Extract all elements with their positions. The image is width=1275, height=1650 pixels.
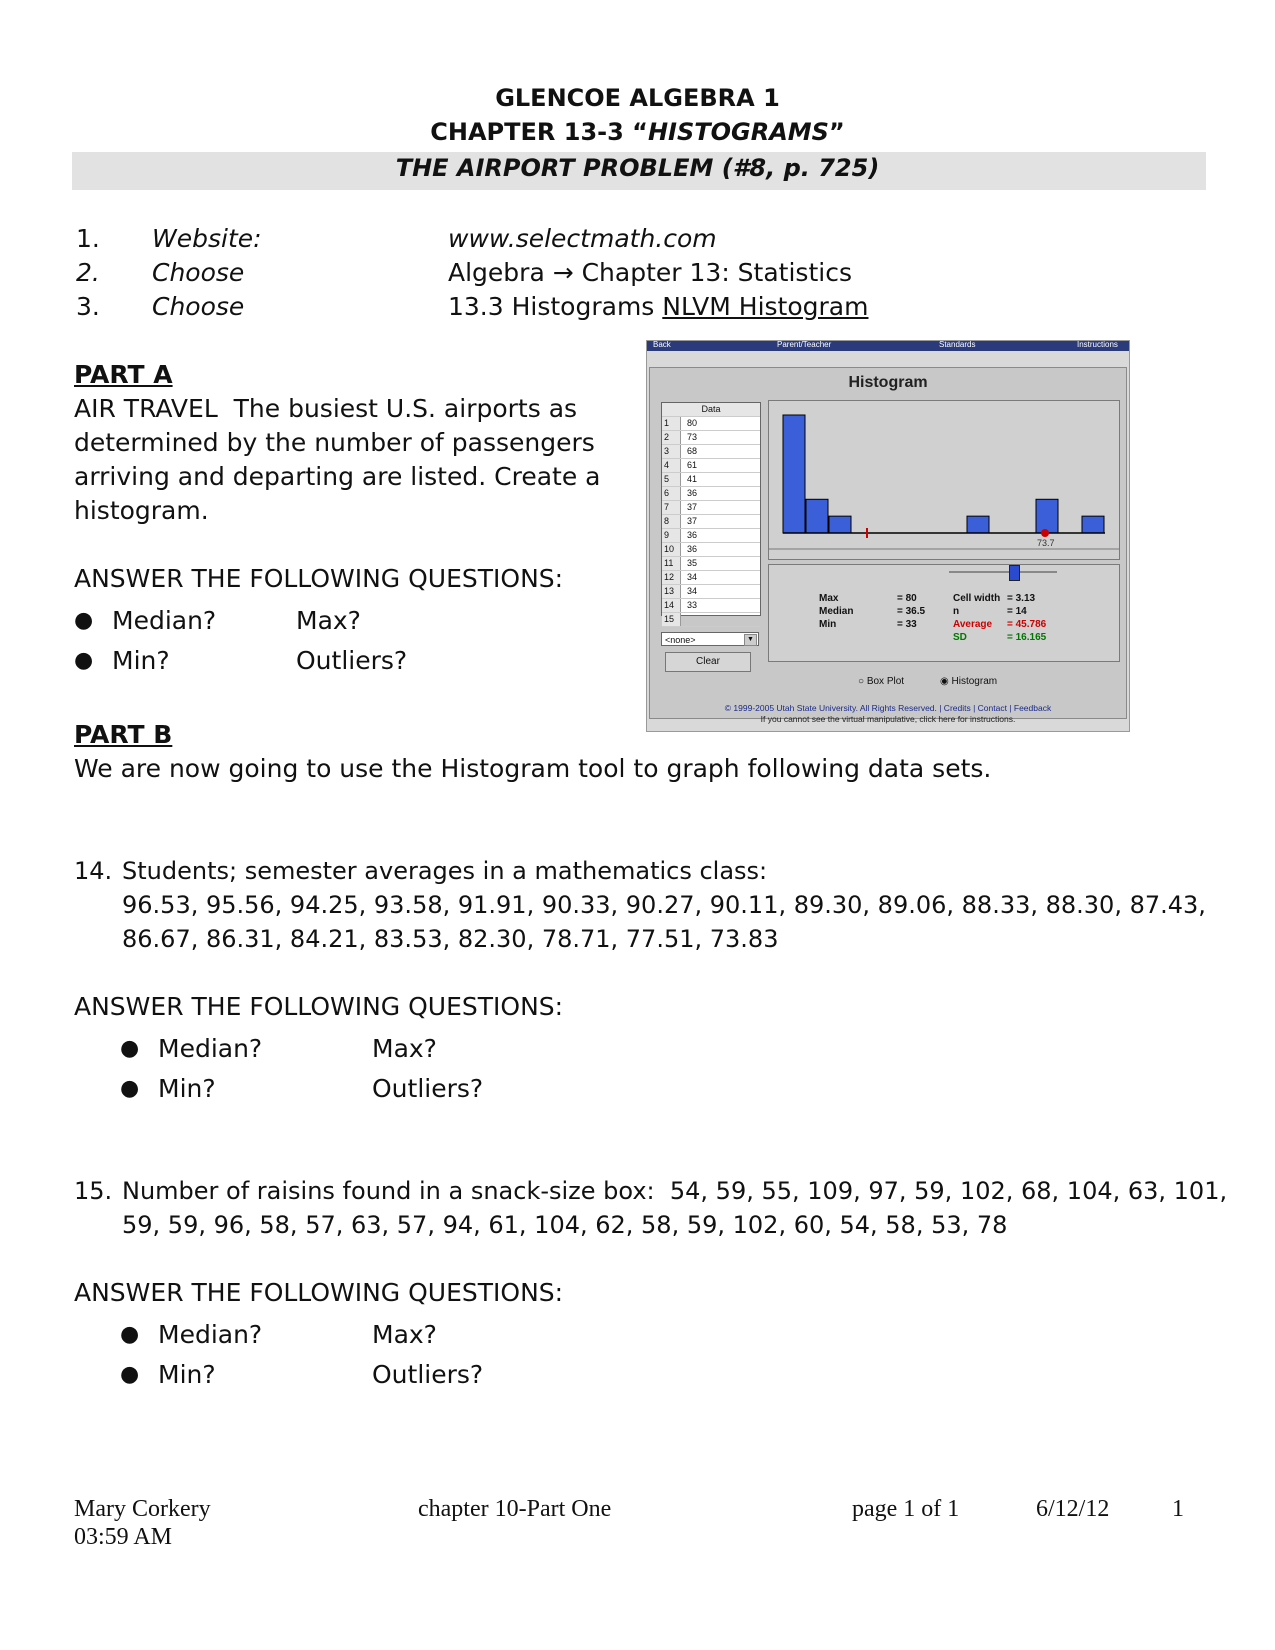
data-row-value[interactable]: 68 [687, 446, 698, 456]
stat-max-label: Max [819, 593, 839, 604]
step-3-num: 3. [76, 292, 100, 321]
radio-boxplot-label: Box Plot [866, 676, 905, 687]
data-row[interactable] [662, 585, 760, 599]
doc-title: GLENCOE ALGEBRA 1 [495, 84, 780, 112]
data-row[interactable] [662, 515, 760, 529]
data-row[interactable] [662, 459, 760, 473]
dropdown-value: <none> [665, 635, 696, 645]
footer-number: 1 [1172, 1496, 1184, 1522]
stat-median-value: = 36.5 [897, 606, 926, 617]
q14-line-2: 96.53, 95.56, 94.25, 93.58, 91.91, 90.33, 90.27, 90.11, 89.30, 89.06, 88.33, 88.30, 87.43, [122, 891, 1206, 919]
step-1-label: Website: [152, 224, 262, 253]
radio-histogram[interactable]: ◉ Histogram [940, 676, 998, 687]
data-header: Data [662, 403, 760, 417]
step-3-value-text: 13.3 Histograms [448, 292, 663, 321]
step-1-num: 1. [76, 224, 100, 253]
clear-button[interactable]: Clear [665, 652, 751, 672]
data-row-index: 13 [662, 585, 681, 598]
chapter-suffix: ” [828, 118, 845, 146]
data-row-index: 15 [662, 613, 681, 626]
footer-page: page 1 of 1 [852, 1496, 960, 1522]
q14-max: Max? [372, 1034, 437, 1063]
data-row[interactable] [662, 417, 760, 431]
bullet: ● [120, 1076, 140, 1101]
marker-label: 73.7 [1037, 538, 1055, 548]
q-median: Median? [112, 606, 217, 635]
q15-min: Min? [158, 1360, 216, 1389]
value-marker[interactable] [1041, 529, 1049, 537]
part-a-questions-heading: ANSWER THE FOLLOWING QUESTIONS: [74, 564, 564, 593]
data-row-index: 8 [662, 515, 681, 528]
q14-line-1: Students; semester averages in a mathematics class: [122, 857, 768, 885]
q15-questions-heading: ANSWER THE FOLLOWING QUESTIONS: [74, 1278, 564, 1307]
q14-num: 14. [74, 857, 113, 885]
stat-average-value: = 45.786 [1007, 619, 1047, 630]
stat-cellwidth-value: = 3.13 [1007, 593, 1036, 604]
nlvm-histogram-link[interactable]: NLVM Histogram [662, 292, 869, 321]
chapter-prefix: CHAPTER 13-3 “ [430, 118, 648, 146]
part-a-line-2: determined by the number of passengers [74, 428, 595, 457]
stat-min-value: = 33 [897, 619, 917, 630]
data-row-index: 6 [662, 487, 681, 500]
bullet: ● [120, 1322, 140, 1347]
bullet: ● [74, 648, 94, 673]
chapter-title [0, 118, 1275, 146]
step-3-value [448, 290, 868, 324]
data-rows [662, 417, 760, 627]
part-a-line-1: AIR TRAVEL The busiest U.S. airports as [74, 394, 578, 423]
q15-median: Median? [158, 1320, 263, 1349]
histogram-applet [646, 340, 1130, 732]
stat-sd-label: SD [953, 632, 967, 643]
data-row[interactable] [662, 557, 760, 571]
data-row-index: 5 [662, 473, 681, 486]
q15-line-2: 59, 59, 96, 58, 57, 63, 57, 94, 61, 104, 62, 58, 59, 102, 60, 54, 58, 53, 78 [122, 1211, 1008, 1239]
applet-panel [649, 367, 1127, 719]
nav-instructions[interactable]: Instructions [1077, 340, 1118, 349]
data-row[interactable] [662, 473, 760, 487]
q-max: Max? [296, 606, 361, 635]
q-min: Min? [112, 646, 170, 675]
q-outliers: Outliers? [296, 646, 408, 675]
histogram-bar [1036, 499, 1058, 533]
dataset-dropdown[interactable] [661, 632, 759, 646]
data-row-value[interactable]: 36 [687, 488, 698, 498]
data-row-value[interactable]: 33 [687, 600, 698, 610]
nav-parent-teacher[interactable]: Parent/Teacher [777, 340, 832, 349]
data-table[interactable] [661, 402, 761, 624]
footer-time: 03:59 AM [74, 1524, 173, 1550]
histogram-bar [829, 516, 851, 533]
data-row-index: 1 [662, 417, 681, 430]
data-row-value[interactable]: 41 [687, 474, 698, 484]
stat-median-label: Median [819, 606, 854, 617]
stat-n-label: n [953, 606, 960, 617]
data-row[interactable] [662, 445, 760, 459]
part-b-text: We are now going to use the Histogram tool to graph following data sets. [74, 754, 992, 783]
stat-min-label: Min [819, 619, 837, 630]
q15-num: 15. [74, 1177, 113, 1205]
applet-note: If you cannot see the virtual manipulative, click here for instructions. [760, 714, 1016, 724]
radio-boxplot[interactable]: ○ Box Plot [858, 676, 905, 687]
nav-standards[interactable]: Standards [939, 340, 976, 349]
step-2-label: Choose [152, 258, 245, 287]
applet-title: Histogram [848, 374, 928, 391]
data-row-value[interactable]: 34 [687, 572, 698, 582]
bullet: ● [74, 608, 94, 633]
data-row-value[interactable] [681, 613, 687, 626]
data-row-index: 14 [662, 599, 681, 612]
data-row-value[interactable]: 73 [687, 432, 698, 442]
footer-doc: chapter 10-Part One [418, 1496, 612, 1522]
data-row-index: 3 [662, 445, 681, 458]
chevron-down-icon: ▼ [744, 634, 757, 646]
data-row[interactable] [662, 529, 760, 543]
step-1-value: www.selectmath.com [448, 224, 717, 253]
data-row[interactable] [662, 613, 760, 627]
step-3-label: Choose [152, 292, 245, 321]
q14-questions-heading: ANSWER THE FOLLOWING QUESTIONS: [74, 992, 564, 1021]
stat-average-label: Average [953, 619, 993, 630]
histogram-plot [768, 400, 1120, 560]
q14-min: Min? [158, 1074, 216, 1103]
histogram-bar [783, 415, 805, 533]
footer-date: 6/12/12 [1036, 1496, 1110, 1522]
step-2-value: Algebra → Chapter 13: Statistics [448, 258, 852, 287]
chapter-italic: HISTOGRAMS [647, 118, 829, 146]
q15-max: Max? [372, 1320, 437, 1349]
histogram-bar [806, 499, 828, 533]
applet-copyright: © 1999-2005 Utah State University. All Rights Reserved. | Credits | Contact | Feedback [724, 703, 1052, 713]
data-row[interactable] [662, 487, 760, 501]
data-row-value[interactable]: 35 [687, 558, 698, 568]
q14-line-3: 86.67, 86.31, 84.21, 83.53, 82.30, 78.71, 77.51, 73.83 [122, 925, 779, 953]
part-b-heading: PART B [74, 720, 173, 749]
data-row-value[interactable]: 34 [687, 586, 698, 596]
data-row-index: 2 [662, 431, 681, 444]
histogram-bar [967, 516, 989, 533]
part-a-line-4: histogram. [74, 496, 209, 525]
data-row-index: 7 [662, 501, 681, 514]
data-row[interactable] [662, 431, 760, 445]
histogram-bar [1082, 516, 1104, 533]
data-row[interactable] [662, 571, 760, 585]
footer-author: Mary Corkery [74, 1496, 211, 1522]
stats-panel [768, 564, 1120, 662]
q15-line-1: Number of raisins found in a snack-size box: 54, 59, 55, 109, 97, 59, 102, 68, 104, 63, 101, [122, 1177, 1228, 1205]
cell-width-slider-handle[interactable] [1009, 565, 1020, 581]
applet-nav [647, 341, 1129, 351]
data-row-value[interactable]: 36 [687, 530, 698, 540]
data-row-index: 4 [662, 459, 681, 472]
q14-median: Median? [158, 1034, 263, 1063]
stat-sd-value: = 16.165 [1007, 632, 1047, 643]
part-a-line-3: arriving and departing are listed. Create a [74, 462, 601, 491]
data-row[interactable] [662, 543, 760, 557]
stat-cellwidth-label: Cell width [953, 593, 1001, 604]
data-row-value[interactable]: 61 [687, 460, 698, 470]
radio-histogram-label: Histogram [951, 676, 998, 687]
stat-max-value: = 80 [897, 593, 917, 604]
data-row-index: 11 [662, 557, 681, 570]
bullet: ● [120, 1036, 140, 1061]
step-2-num: 2. [76, 258, 100, 287]
data-row-index: 10 [662, 543, 681, 556]
problem-title: THE AIRPORT PROBLEM (#8, p. 725) [395, 154, 880, 182]
data-row-index: 12 [662, 571, 681, 584]
data-row[interactable] [662, 599, 760, 613]
data-row-index: 9 [662, 529, 681, 542]
nav-back[interactable]: Back [653, 340, 671, 349]
bullet: ● [120, 1362, 140, 1387]
data-row-value[interactable]: 37 [687, 502, 698, 512]
part-a-heading: PART A [74, 360, 173, 389]
q14-outliers: Outliers? [372, 1074, 484, 1103]
data-row[interactable] [662, 501, 760, 515]
histogram-svg [769, 401, 1119, 559]
q15-outliers: Outliers? [372, 1360, 484, 1389]
data-row-value[interactable]: 80 [687, 418, 698, 428]
data-row-value[interactable]: 37 [687, 516, 698, 526]
cell-width-slider-track[interactable] [949, 571, 1057, 573]
data-row-value[interactable]: 36 [687, 544, 698, 554]
stat-n-value: = 14 [1007, 606, 1027, 617]
